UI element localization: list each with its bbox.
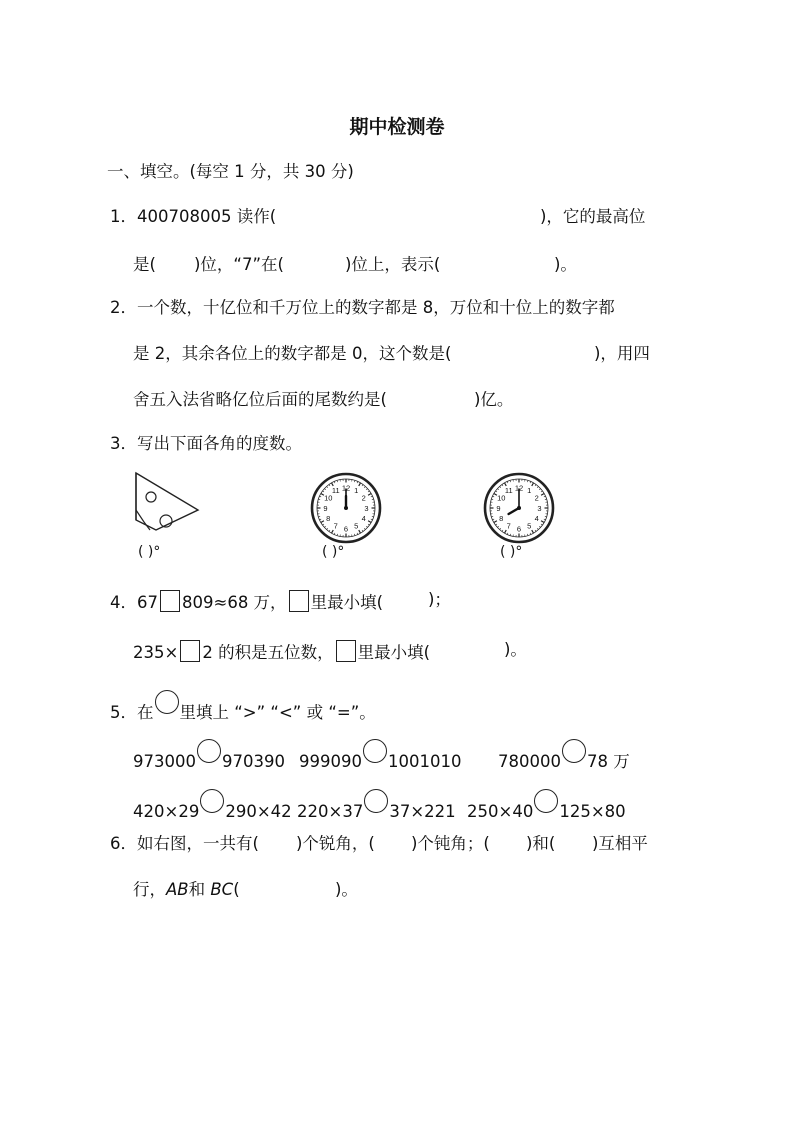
compare-left: 973000 xyxy=(133,752,196,771)
q4-l2-c: 里最小填( xyxy=(357,643,431,662)
clock-number: 3 xyxy=(364,503,369,513)
compare-item xyxy=(498,739,630,772)
q2-line3-b: )亿。 xyxy=(474,390,514,409)
clock-number: 12 xyxy=(341,483,351,493)
blank-square xyxy=(289,590,309,612)
q2-line1: 2．一个数，十亿位和千万位上的数字都是 8，万位和十位上的数字都 xyxy=(110,298,615,317)
compare-right: 37×221 xyxy=(389,802,456,821)
q6-line1-d: )和( xyxy=(526,834,556,853)
q6-line1-e: )互相平 xyxy=(592,834,648,853)
blank-circle xyxy=(197,739,221,763)
compare-left: 220×37 xyxy=(297,802,364,821)
q5-line1 xyxy=(110,690,376,723)
q3-answer-3: ( )° xyxy=(500,544,523,560)
segment-ab: AB xyxy=(166,880,189,899)
q1-line1-end: )，它的最高位 xyxy=(540,207,646,226)
q4-text-c: 里最小填( xyxy=(310,593,383,612)
clock-number: 2 xyxy=(361,493,366,503)
clock-number: 12 xyxy=(514,483,524,493)
compare-left: 780000 xyxy=(498,752,561,771)
q3-answer-2: ( )° xyxy=(322,544,345,560)
clock-number: 4 xyxy=(534,514,539,524)
q6-line2-end: )。 xyxy=(335,880,358,899)
compare-left: 420×29 xyxy=(133,802,200,821)
q4-l2-a: 235× xyxy=(133,643,179,662)
blank-circle xyxy=(200,789,224,813)
clock-number: 11 xyxy=(331,486,340,496)
blank-square xyxy=(180,640,200,662)
q6-line1-b: )个锐角，( xyxy=(296,834,375,853)
clock-number: 6 xyxy=(516,524,522,534)
clock-number: 7 xyxy=(506,521,511,531)
q4-line1 xyxy=(110,590,383,613)
q1-line1-start: 1．400708005 读作( xyxy=(110,207,277,226)
clock-figure-2 xyxy=(482,471,556,545)
q5-text-b: 里填上 “>” “<” 或 “=”。 xyxy=(179,703,376,722)
q4-l2-b: 2 的积是五位数， xyxy=(202,643,334,662)
compare-left: 250×40 xyxy=(467,802,534,821)
q6-l2-open: ( xyxy=(233,880,240,899)
compare-right: 78 万 xyxy=(587,752,630,771)
q4-text-a: 4．67 xyxy=(110,593,158,612)
clock-number: 10 xyxy=(324,493,333,503)
clock-number: 5 xyxy=(527,521,532,531)
compare-right: 125×80 xyxy=(559,802,626,821)
clock-figure-1 xyxy=(309,471,383,545)
blank-circle xyxy=(364,789,388,813)
clock-number: 9 xyxy=(323,503,328,513)
q2-line3-a: 舍五入法省略亿位后面的尾数约是( xyxy=(133,390,387,409)
compare-right: 1001010 xyxy=(388,752,462,771)
q1-line2-a: 是( xyxy=(133,255,156,274)
q6-l2-and: 和 xyxy=(188,880,211,899)
clock-number: 8 xyxy=(499,514,504,524)
clock-number: 3 xyxy=(537,503,542,513)
q1-line2-b: )位，“7”在( xyxy=(194,255,284,274)
clock-center-pin xyxy=(344,506,348,510)
blank-circle xyxy=(155,690,179,714)
clock-number: 2 xyxy=(534,493,539,503)
clock-number: 10 xyxy=(497,493,506,503)
blank-circle xyxy=(562,739,586,763)
clock-number: 8 xyxy=(326,514,331,524)
clock-number: 11 xyxy=(504,486,513,496)
q5-text-a: 5．在 xyxy=(110,703,154,722)
blank-circle xyxy=(534,789,558,813)
compare-item xyxy=(297,789,456,822)
q6-line1-a: 6．如右图，一共有( xyxy=(110,834,259,853)
blank-square xyxy=(336,640,356,662)
segment-bc: BC xyxy=(210,880,234,899)
q6-line2 xyxy=(133,880,240,900)
compare-item xyxy=(299,739,462,772)
compare-item xyxy=(467,789,626,822)
clock-center-pin xyxy=(517,506,521,510)
clock-number: 9 xyxy=(496,503,501,513)
q4-line2 xyxy=(133,640,430,663)
q2-line2-b: )，用四 xyxy=(594,344,650,363)
q6-l2-a: 行， xyxy=(133,880,166,899)
blank-circle xyxy=(363,739,387,763)
clock-number: 1 xyxy=(527,486,532,496)
q4-line1-end: )； xyxy=(428,590,451,609)
q4-line2-end: )。 xyxy=(504,640,527,659)
clock-number: 6 xyxy=(343,524,349,534)
q1-line2-d: )。 xyxy=(554,255,577,274)
q1-line2-c: )位上，表示( xyxy=(345,255,441,274)
triangle-ruler-figure xyxy=(128,470,208,540)
blank-square xyxy=(160,590,180,612)
compare-right: 290×42 xyxy=(225,802,292,821)
compare-item xyxy=(133,739,285,772)
compare-left: 999090 xyxy=(299,752,362,771)
q3-answer-1: ( )° xyxy=(138,544,161,560)
q4-text-b: 809≈68 万， xyxy=(182,593,287,612)
q3-text: 3．写出下面各角的度数。 xyxy=(110,434,302,453)
compare-right: 970390 xyxy=(222,752,285,771)
compare-item xyxy=(133,789,292,822)
clock-number: 1 xyxy=(354,486,359,496)
q6-line1-c: )个钝角；( xyxy=(411,834,490,853)
page-title: 期中检测卷 xyxy=(349,116,445,138)
q2-line2-a: 是 2，其余各位上的数字都是 0，这个数是( xyxy=(133,344,452,363)
clock-number: 7 xyxy=(333,521,338,531)
clock-number: 5 xyxy=(354,521,359,531)
section-heading: 一、填空。(每空 1 分，共 30 分) xyxy=(107,162,354,181)
clock-number: 4 xyxy=(361,514,366,524)
